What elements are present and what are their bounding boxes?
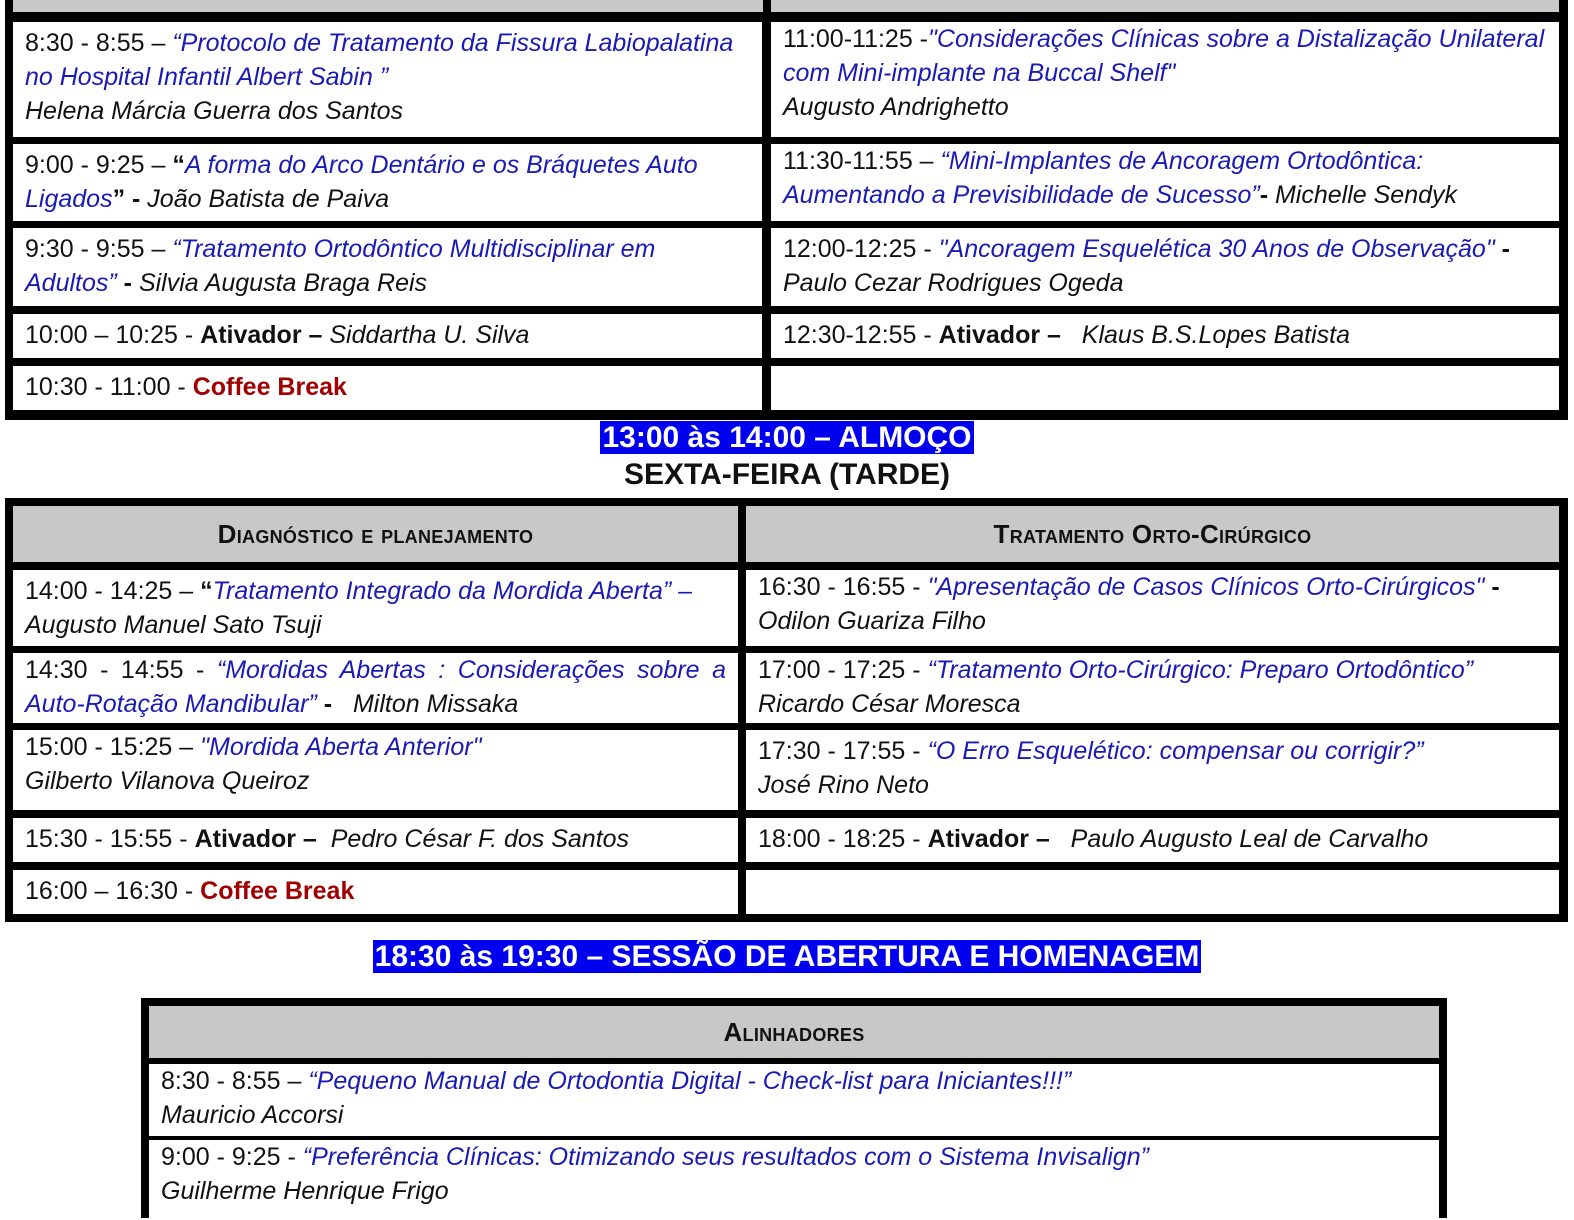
session-fissura: 8:30 - 8:55 – “Protocolo de Tratamento da Fissura Labiopalatina no Hospital Infantil Albert Sabin ” Helena Márcia Guerra dos Santos <box>13 22 762 137</box>
session-mordidas-abertas: 14:30 - 14:55 - “Mordidas Abertas : Considerações sobre a Auto-Rotação Mandibular” - Milton Missaka <box>13 653 738 723</box>
session-ativador-afternoon-right: 18:00 - 18:25 - Ativador – Paulo Augusto Leal de Carvalho <box>746 818 1559 862</box>
session-casos-orto-cirurgicos: 16:30 - 16:55 - "Apresentação de Casos Clínicos Orto-Cirúrgicos" - Odilon Guariza Filho <box>746 570 1559 646</box>
session-mordida-integrado: 14:00 - 14:25 – “Tratamento Integrado da Mordida Aberta” – Augusto Manuel Sato Tsuji <box>13 570 738 646</box>
aligners-table <box>141 998 1447 1218</box>
session-mordida-anterior: 15:00 - 15:25 – "Mordida Aberta Anterior" Gilberto Vilanova Queiroz <box>13 730 738 810</box>
header-alinhadores: Alinhadores <box>149 1006 1439 1058</box>
session-ancoragem-30-anos: 12:00-12:25 - "Ancoragem Esquelética 30 Anos de Observação" - Paulo Cezar Rodrigues Ogeda <box>771 228 1559 306</box>
session-coffee-break-morning: 10:30 - 11:00 - Coffee Break <box>13 366 762 410</box>
session-mini-implantes: 11:30-11:55 – “Mini-Implantes de Ancoragem Ortodôntica: Aumentando a Previsibilidade de Sucesso”- Michelle Sendyk <box>771 144 1559 221</box>
session-ativador-left: 10:00 – 10:25 - Ativador – Siddartha U. Silva <box>13 314 762 358</box>
session-multidisciplinar-adultos: 9:30 - 9:55 – “Tratamento Ortodôntico Multidisciplinar em Adultos” - Silvia Augusta Braga Reis <box>13 228 762 306</box>
session-coffee-break-afternoon: 16:00 – 16:30 - Coffee Break <box>13 870 738 914</box>
lunch-banner: 13:00 às 14:00 – ALMOÇO <box>602 421 972 454</box>
session-ativador-afternoon-left: 15:30 - 15:55 - Ativador – Pedro César F. dos Santos <box>13 818 738 862</box>
header-diagnostico: Diagnóstico e planejamento <box>13 506 738 562</box>
empty-cell <box>771 366 1559 410</box>
session-arco-dentario: 9:00 - 9:25 – “A forma do Arco Dentário e os Bráquetes Auto Ligados” - João Batista de Paiva <box>13 144 762 221</box>
header-ancoragem <box>771 0 1559 12</box>
session-manual-ortodontia-digital: 8:30 - 8:55 – “Pequeno Manual de Ortodontia Digital - Check-list para Iniciantes!!!” Mauricio Accorsi <box>149 1064 1439 1136</box>
session-distalizacao: 11:00-11:25 -"Considerações Clínicas sobre a Distalização Unilateral com Mini-implante na Buccal Shelf" Augusto Andrighetto <box>771 22 1559 137</box>
session-ativador-right: 12:30-12:55 - Ativador – Klaus B.S.Lopes Batista <box>771 314 1559 358</box>
empty-cell <box>746 870 1559 914</box>
session-invisalign: 9:00 - 9:25 - “Preferência Clínicas: Otimizando seus resultados com o Sistema Invisalign” Guilherme Henrique Frigo <box>149 1140 1439 1220</box>
header-multidisciplinar <box>13 0 763 12</box>
session-preparo-ortodontico: 17:00 - 17:25 - “Tratamento Orto-Cirúrgico: Preparo Ortodôntico” Ricardo César Moresca <box>746 653 1559 723</box>
morning-schedule-table <box>5 0 1568 420</box>
header-orto-cirurgico: Tratamento Orto-Cirúrgico <box>746 506 1559 562</box>
opening-banner: 18:30 às 19:30 – SESSÃO DE ABERTURA E HOMENAGEM <box>374 940 1200 973</box>
section-title: SEXTA-FEIRA (TARDE) <box>623 458 951 491</box>
afternoon-schedule-table <box>5 498 1568 922</box>
session-erro-esqueletico: 17:30 - 17:55 - “O Erro Esquelético: compensar ou corrigir?” José Rino Neto <box>746 730 1559 810</box>
